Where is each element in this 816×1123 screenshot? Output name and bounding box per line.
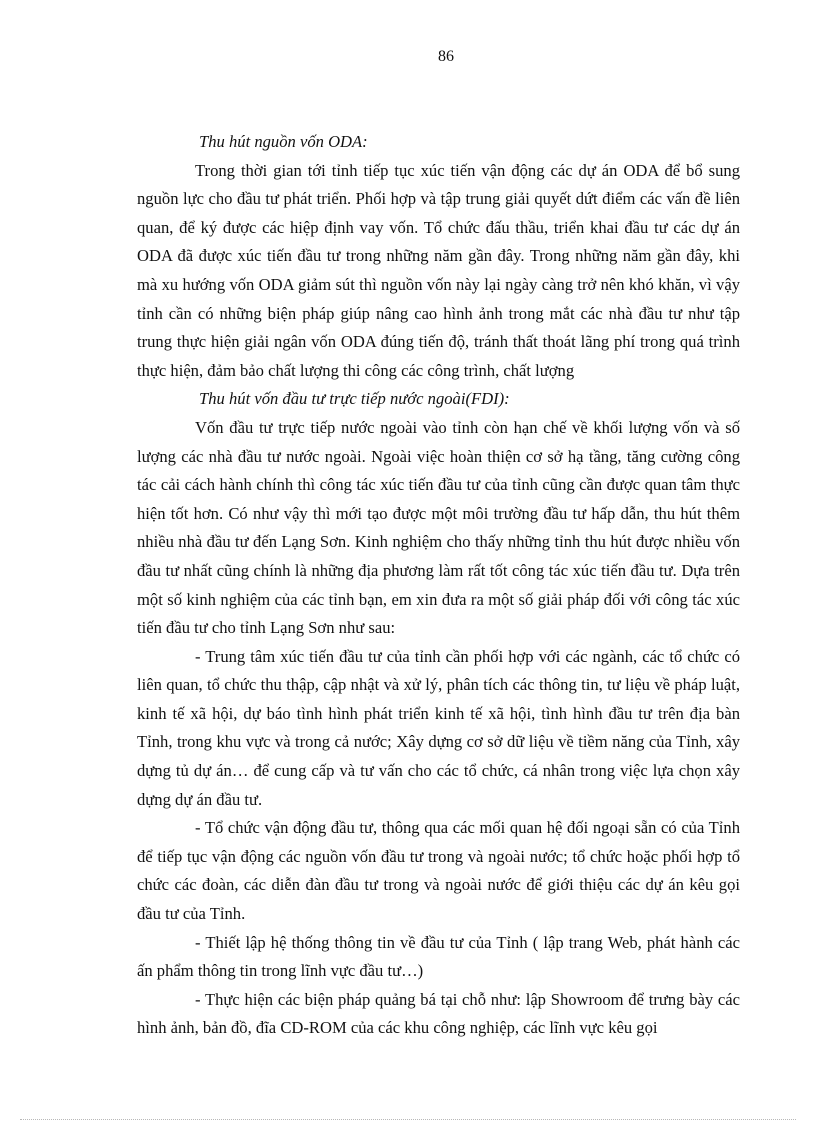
section-heading-oda: Thu hút nguồn vốn ODA:	[199, 132, 368, 151]
bullet-item: - Thiết lập hệ thống thông tin về đầu tư của Tỉnh ( lập trang Web, phát hành các ấn phẩm thông tin trong lĩnh vực đầu tư…)	[137, 932, 740, 981]
page-content	[137, 128, 740, 1043]
page-number: 86	[438, 48, 454, 65]
page-bottom-divider	[20, 1119, 796, 1120]
bullet-item: - Trung tâm xúc tiến đầu tư của tỉnh cần phối hợp với các ngành, các tổ chức có liên quan, tổ chức thu thập, cập nhật và xử lý, phân tích các thông tin, tư liệu về pháp luật, kinh tế xã hội, dự báo tình hình phát triển kinh tế xã hội, tình hình đầu tư trên địa bàn Tỉnh, trong khu vực và trong cả nước; Xây dựng cơ sở dữ liệu về tiềm năng của Tỉnh, xây dựng tủ dự án… để cung cấp và tư vấn cho các tổ chức, cá nhân trong việc lựa chọn xây dựng dự án đầu tư.	[137, 646, 740, 809]
paragraph-oda: Trong thời gian tới tỉnh tiếp tục xúc tiến vận động các dự án ODA để bổ sung nguồn lực cho đầu tư phát triển. Phối hợp và tập trung giải quyết dứt điểm các vấn đề liên quan, để ký được các hiệp định vay vốn. Tổ chức đấu thầu, triển khai đầu tư các dự án ODA đã được xúc tiến đầu tư trong những năm gần đây. Trong những năm gần đây, khi mà xu hướng vốn ODA giảm sút thì nguồn vốn này lại ngày càng trở nên khó khăn, vì vậy tỉnh cần có những biện pháp giúp nâng cao hình ảnh trong mắt các nhà đầu tư như tập trung thực hiện giải ngân vốn ODA đúng tiến độ, tránh thất thoát lãng phí trong quá trình thực hiện, đảm bảo chất lượng thi công các công trình, chất lượng	[137, 160, 740, 380]
bullet-item: - Tổ chức vận động đầu tư, thông qua các mối quan hệ đối ngoại sẵn có của Tỉnh để tiếp tục vận động các nguồn vốn đầu tư trong và ngoài nước; tổ chức hoặc phối hợp tổ chức các đoàn, các diễn đàn đầu tư trong và ngoài nước để giới thiệu các dự án kêu gọi đầu tư của Tỉnh.	[137, 818, 740, 924]
section-heading-fdi: Thu hút vốn đầu tư trực tiếp nước ngoài(FDI):	[199, 389, 510, 409]
paragraph-fdi: Vốn đầu tư trực tiếp nước ngoài vào tỉnh còn hạn chế về khối lượng vốn và số lượng các nhà đầu tư nước ngoài. Ngoài việc hoàn thiện cơ sở hạ tầng, tăng cường công tác cải cách hành chính thì công tác xúc tiến đầu tư của tỉnh cũng cần được quan tâm thực hiện tốt hơn. Có như vậy thì mới tạo được một môi trường đầu tư hấp dẫn, thu hút thêm nhiều nhà đầu tư đến Lạng Sơn. Kinh nghiệm cho thấy những tỉnh thu hút được nhiều vốn đầu tư nhất cũng chính là những địa phương làm rất tốt công tác xúc tiến đầu tư. Dựa trên một số kinh nghiệm của các tỉnh bạn, em xin đưa ra một số giải pháp đối với công tác xúc tiến đầu tư cho tỉnh Lạng Sơn như sau:	[137, 417, 740, 638]
bullet-item: - Thực hiện các biện pháp quảng bá tại chỗ như: lập Showroom để trưng bày các hình ảnh, bản đồ, đĩa CD-ROM của các khu công nghiệp, các lĩnh vực kêu gọi	[137, 989, 740, 1038]
